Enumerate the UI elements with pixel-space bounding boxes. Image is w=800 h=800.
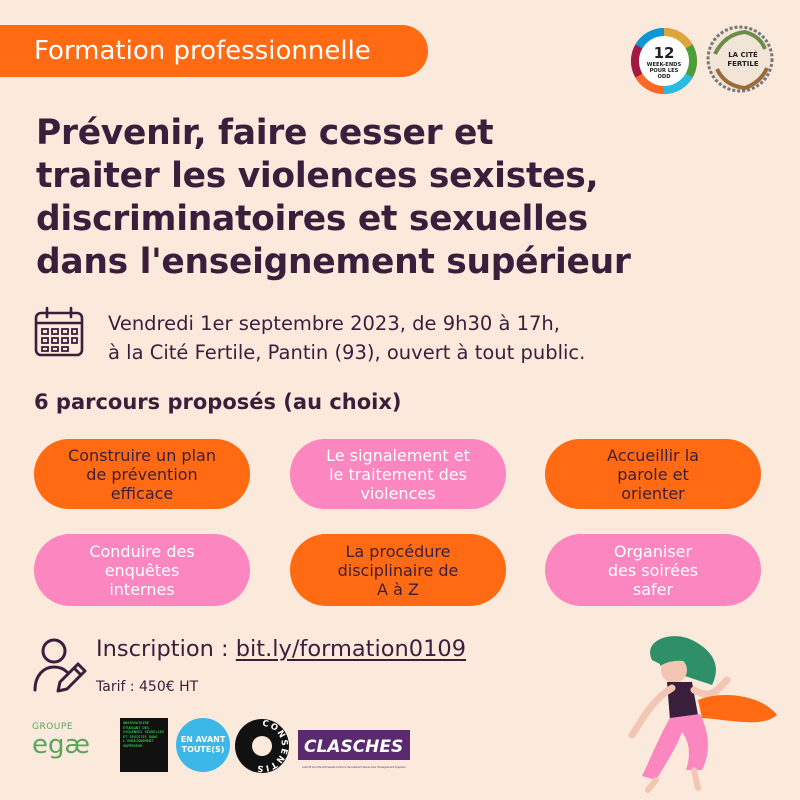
svg-text:POUR LES: POUR LES: [649, 68, 679, 74]
parcours-pill: La procédure disciplinaire de A à Z: [290, 534, 506, 606]
parcours-pill: Conduire des enquêtes internes: [34, 534, 250, 606]
clasches-logo: [298, 722, 410, 772]
tarif-text: Tarif : 450€ HT: [96, 679, 199, 695]
formation-badge: Formation professionnelle: [0, 25, 428, 77]
svg-text:CLASCHES: CLASCHES: [304, 737, 404, 757]
parcours-pill: Organiser des soirées safer: [545, 534, 761, 606]
main-title: [36, 112, 696, 284]
user-edit-icon: [32, 635, 88, 697]
inscription-line: [96, 636, 466, 662]
title-line: dans l'enseignement supérieur: [36, 242, 631, 282]
title-line: discriminatoires et sexuelles: [36, 199, 588, 239]
svg-text:ODD: ODD: [657, 74, 671, 80]
title-line: traiter les violences sexistes,: [36, 156, 599, 196]
svg-text:CONSENTIS: CONSENTIS: [255, 718, 290, 774]
woman-illustration: [612, 630, 790, 800]
parcours-pill: Construire un plan de prévention efficace: [34, 439, 250, 509]
title-line: Prévenir, faire cesser et: [36, 113, 494, 153]
event-date-line: Vendredi 1er septembre 2023, de 9h30 à 17h,: [108, 312, 560, 335]
parcours-pill: Le signalement et le traitement des violences: [290, 439, 506, 509]
event-details: [108, 309, 585, 367]
parcours-pill: Accueillir la parole et orienter: [545, 439, 761, 509]
svg-text:FERTILE: FERTILE: [727, 60, 759, 68]
parcours-heading: 6 parcours proposés (au choix): [34, 390, 402, 414]
inscription-link[interactable]: bit.ly/formation0109: [235, 636, 467, 662]
event-location-line: à la Cité Fertile, Pantin (93), ouvert à tout public.: [108, 341, 586, 364]
consentis-logo: [234, 718, 290, 774]
observatoire-logo: OBSERVATOIRE ÉTUDIANT DES VIOLENCES SEXUELLES ET SEXISTES DANS L'ENSEIGNEMENT SUPÉRIEUR: [120, 718, 168, 772]
svg-text:Collectif de Lutte Anti-Sexist: Collectif de Lutte Anti-Sexiste Contre le Harcèlement Sexuel dans l'Enseignement Supérieur: [302, 765, 407, 769]
egae-logo: [32, 722, 110, 772]
svg-text:LA CITÉ: LA CITÉ: [728, 51, 758, 59]
odd-weekends-logo: [630, 27, 698, 95]
calendar-icon: [34, 305, 84, 359]
inscription-label: Inscription :: [96, 636, 236, 662]
en-avant-toutes-logo: EN AVANT TOUTE(S): [176, 718, 230, 772]
svg-text:12: 12: [653, 44, 675, 62]
cite-fertile-logo: [705, 24, 775, 94]
svg-text:WEEK-ENDS: WEEK-ENDS: [646, 62, 682, 68]
egae-logo-big: egæ: [32, 730, 91, 760]
egae-logo-small: GROUPE: [32, 722, 74, 732]
